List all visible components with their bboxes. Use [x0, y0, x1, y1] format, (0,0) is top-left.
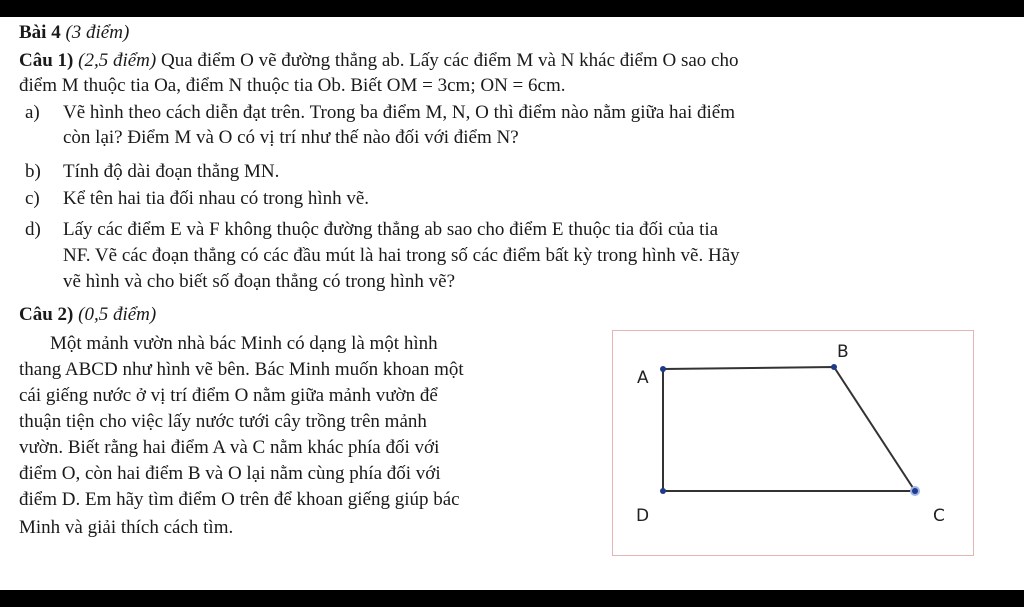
item-label: d) [25, 219, 41, 240]
point-d [660, 488, 666, 494]
item-text: Vẽ hình theo cách diễn đạt trên. Trong ba điểm M, N, O thì điểm nào nằm giữa hai điểm [63, 102, 735, 123]
question2-heading [19, 304, 156, 326]
point-c [912, 488, 918, 494]
point-b [831, 364, 837, 370]
question2-text-line: Một mảnh vườn nhà bác Minh có dạng là một hình [50, 333, 438, 354]
question1-text: Qua điểm O vẽ đường thẳng ab. Lấy các điểm M và N khác điểm O sao cho [160, 50, 739, 71]
item-text: Kể tên hai tia đối nhau có trong hình vẽ. [63, 188, 370, 209]
question1-title: Câu 1) [19, 50, 74, 71]
item-text: vẽ hình và cho biết số đoạn thẳng có trong hình vẽ? [63, 271, 456, 292]
trapezoid-diagram [613, 331, 973, 555]
item-text: NF. Vẽ các đoạn thẳng có các đầu mút là hai trong số các điểm bất kỳ trong hình vẽ. Hãy [63, 245, 740, 266]
label-a: A [637, 368, 649, 388]
item-text: còn lại? Điểm M và O có vị trí như thế nào đối với điểm N? [63, 127, 519, 148]
item-label: b) [25, 161, 41, 182]
label-c: C [933, 506, 945, 526]
exercise-points: (3 điểm) [65, 22, 130, 43]
exercise-heading [19, 22, 129, 44]
question2-text-line: điểm O, còn hai điểm B và O lại nằm cùng phía đối với [19, 463, 441, 484]
question2-points: (0,5 điểm) [78, 304, 157, 325]
trapezoid-outline [663, 367, 915, 491]
question1-points: (2,5 điểm) [78, 50, 157, 71]
worksheet-page [0, 17, 1024, 590]
question2-text-line: vườn. Biết rằng hai điểm A và C nằm khác phía đối với [19, 437, 440, 458]
label-b: B [837, 342, 849, 362]
question1-line2: điểm M thuộc tia Oa, điểm N thuộc tia Ob. Biết OM = 3cm; ON = 6cm. [19, 75, 566, 96]
question2-text-line: Minh và giải thích cách tìm. [19, 517, 234, 538]
question2-title: Câu 2) [19, 304, 74, 325]
point-a [660, 366, 666, 372]
trapezoid-figure [612, 330, 974, 556]
item-label: c) [25, 188, 40, 209]
question1-line1 [19, 50, 738, 72]
question2-text-line: điểm D. Em hãy tìm điểm O trên để khoan giếng giúp bác [19, 489, 460, 510]
item-label: a) [25, 102, 40, 123]
item-text: Lấy các điểm E và F không thuộc đường thẳng ab sao cho điểm E thuộc tia đối của tia [63, 219, 719, 240]
item-text: Tính độ dài đoạn thẳng MN. [63, 161, 280, 182]
question2-text-line: cái giếng nước ở vị trí điểm O nằm giữa mảnh vườn để [19, 385, 438, 406]
question2-text-line: thuận tiện cho việc lấy nước tưới cây trồng trên mảnh [19, 411, 427, 432]
label-d: D [636, 506, 650, 526]
question2-text-line: thang ABCD như hình vẽ bên. Bác Minh muốn khoan một [19, 359, 464, 380]
exercise-title: Bài 4 [19, 22, 61, 43]
